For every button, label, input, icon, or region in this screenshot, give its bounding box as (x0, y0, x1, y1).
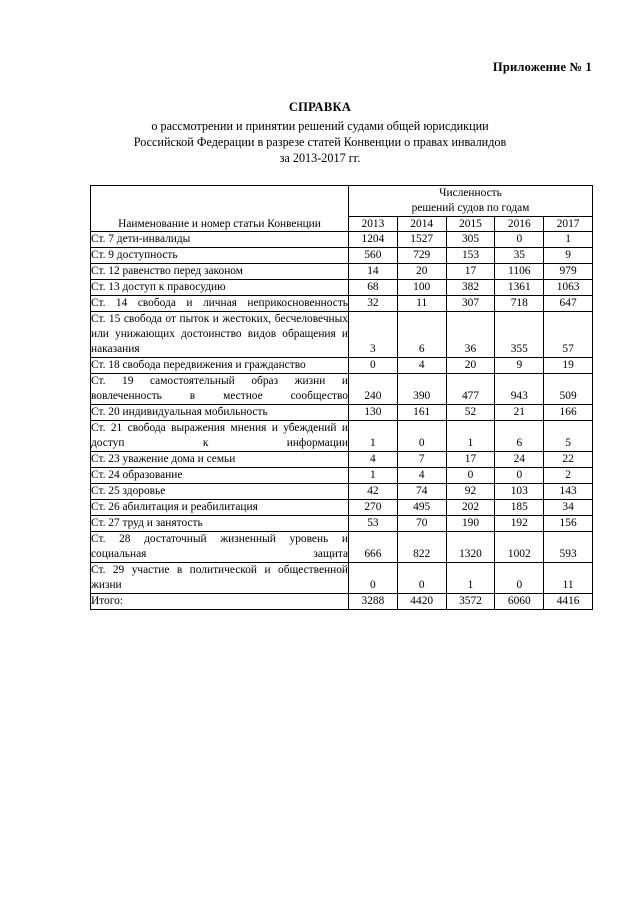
count-cell: 1002 (495, 532, 544, 563)
count-cell: 1 (446, 421, 495, 452)
table-row (91, 484, 593, 500)
article-name-cell: Ст. 21 свобода выражения мнения и убеждений и доступ к информации (91, 421, 349, 452)
count-cell: 190 (446, 516, 495, 532)
column-header-year: 2014 (397, 217, 446, 232)
count-cell: 355 (495, 312, 544, 358)
count-cell: 24 (495, 452, 544, 468)
table-head (91, 186, 593, 232)
total-label-cell: Итого: (91, 594, 349, 610)
count-cell: 161 (397, 405, 446, 421)
count-cell: 0 (397, 421, 446, 452)
table-row (91, 421, 593, 452)
count-cell: 3 (349, 312, 398, 358)
table-total-row (91, 594, 593, 610)
count-cell: 390 (397, 374, 446, 405)
count-cell: 4 (397, 358, 446, 374)
total-count-cell: 6060 (495, 594, 544, 610)
table-row (91, 405, 593, 421)
count-cell: 822 (397, 532, 446, 563)
count-cell: 0 (495, 563, 544, 594)
count-cell: 68 (349, 280, 398, 296)
count-cell: 166 (544, 405, 593, 421)
count-cell: 477 (446, 374, 495, 405)
count-cell: 270 (349, 500, 398, 516)
count-cell: 718 (495, 296, 544, 312)
count-cell: 2 (544, 468, 593, 484)
page-title: СПРАВКА (288, 100, 352, 114)
count-cell: 11 (544, 563, 593, 594)
total-count-cell: 4416 (544, 594, 593, 610)
count-cell: 32 (349, 296, 398, 312)
article-name-cell: Ст. 20 индивидуальная мобильность (91, 405, 349, 421)
count-cell: 666 (349, 532, 398, 563)
table-row (91, 296, 593, 312)
count-cell: 20 (397, 264, 446, 280)
total-count-cell: 3572 (446, 594, 495, 610)
column-header-year: 2017 (544, 217, 593, 232)
count-cell: 495 (397, 500, 446, 516)
count-cell: 0 (446, 468, 495, 484)
count-cell: 19 (544, 358, 593, 374)
count-cell: 6 (495, 421, 544, 452)
table-row (91, 248, 593, 264)
count-cell: 156 (544, 516, 593, 532)
table-header-row-1 (91, 186, 593, 217)
table-row (91, 264, 593, 280)
table-row (91, 516, 593, 532)
count-cell: 143 (544, 484, 593, 500)
count-cell: 22 (544, 452, 593, 468)
count-cell: 53 (349, 516, 398, 532)
count-cell: 202 (446, 500, 495, 516)
table-row (91, 563, 593, 594)
table-row (91, 532, 593, 563)
count-cell: 1 (446, 563, 495, 594)
count-cell: 7 (397, 452, 446, 468)
count-cell: 34 (544, 500, 593, 516)
table-row (91, 468, 593, 484)
article-name-cell: Ст. 26 абилитация и реабилитация (91, 500, 349, 516)
report-table-container (90, 185, 592, 610)
count-cell: 153 (446, 248, 495, 264)
count-cell: 35 (495, 248, 544, 264)
article-name-cell: Ст. 14 свобода и личная неприкосновенность (91, 296, 349, 312)
count-cell: 6 (397, 312, 446, 358)
count-cell: 9 (544, 248, 593, 264)
count-cell: 305 (446, 232, 495, 248)
article-name-cell: Ст. 28 достаточный жизненный уровень и социальная защита (91, 532, 349, 563)
table-row (91, 500, 593, 516)
total-count-cell: 4420 (397, 594, 446, 610)
count-cell: 36 (446, 312, 495, 358)
article-name-cell: Ст. 23 уважение дома и семьи (91, 452, 349, 468)
count-cell: 185 (495, 500, 544, 516)
article-name-cell: Ст. 15 свобода от пыток и жестоких, бесчеловечных или унижающих достоинство видов обращения и наказания (91, 312, 349, 358)
article-name-cell: Ст. 25 здоровье (91, 484, 349, 500)
subtitle-line-3: за 2013-2017 гг. (279, 151, 361, 165)
count-cell: 130 (349, 405, 398, 421)
count-cell: 1 (349, 468, 398, 484)
count-cell: 1063 (544, 280, 593, 296)
count-cell: 21 (495, 405, 544, 421)
column-header-count (349, 186, 593, 217)
article-name-cell: Ст. 19 самостоятельный образ жизни и вовлеченность в местное сообщество (91, 374, 349, 405)
article-name-cell: Ст. 9 доступность (91, 248, 349, 264)
count-cell: 0 (495, 468, 544, 484)
column-header-year: 2016 (495, 217, 544, 232)
count-cell: 14 (349, 264, 398, 280)
count-cell: 0 (397, 563, 446, 594)
total-count-cell: 3288 (349, 594, 398, 610)
subtitle-line-2: Российской Федерации в разрезе статей Конвенции о правах инвалидов (133, 135, 507, 149)
count-cell: 509 (544, 374, 593, 405)
column-header-count-line2: решений судов по годам (411, 202, 530, 214)
count-cell: 11 (397, 296, 446, 312)
article-name-cell: Ст. 29 участие в политической и общественной жизни (91, 563, 349, 594)
article-name-cell: Ст. 18 свобода передвижения и гражданство (91, 358, 349, 374)
table-body (91, 232, 593, 610)
article-name-cell: Ст. 24 образование (91, 468, 349, 484)
table-row (91, 280, 593, 296)
count-cell: 382 (446, 280, 495, 296)
column-header-name: Наименование и номер статьи Конвенции (91, 186, 349, 232)
column-header-year: 2015 (446, 217, 495, 232)
count-cell: 1106 (495, 264, 544, 280)
count-cell: 52 (446, 405, 495, 421)
column-header-year: 2013 (349, 217, 398, 232)
count-cell: 729 (397, 248, 446, 264)
count-cell: 593 (544, 532, 593, 563)
count-cell: 57 (544, 312, 593, 358)
report-table (90, 185, 593, 610)
count-cell: 100 (397, 280, 446, 296)
count-cell: 92 (446, 484, 495, 500)
document-title-block (70, 100, 570, 166)
count-cell: 560 (349, 248, 398, 264)
article-name-cell: Ст. 12 равенство перед законом (91, 264, 349, 280)
article-name-cell: Ст. 7 дети-инвалиды (91, 232, 349, 248)
count-cell: 1320 (446, 532, 495, 563)
article-name-cell: Ст. 27 труд и занятость (91, 516, 349, 532)
column-header-count-line1: Численность (439, 187, 502, 199)
table-row (91, 452, 593, 468)
count-cell: 307 (446, 296, 495, 312)
table-row (91, 232, 593, 248)
count-cell: 74 (397, 484, 446, 500)
table-row (91, 374, 593, 405)
count-cell: 979 (544, 264, 593, 280)
count-cell: 1527 (397, 232, 446, 248)
count-cell: 0 (495, 232, 544, 248)
count-cell: 70 (397, 516, 446, 532)
count-cell: 192 (495, 516, 544, 532)
count-cell: 5 (544, 421, 593, 452)
count-cell: 9 (495, 358, 544, 374)
table-row (91, 358, 593, 374)
count-cell: 4 (349, 452, 398, 468)
count-cell: 647 (544, 296, 593, 312)
count-cell: 0 (349, 563, 398, 594)
count-cell: 42 (349, 484, 398, 500)
count-cell: 1 (349, 421, 398, 452)
count-cell: 20 (446, 358, 495, 374)
count-cell: 103 (495, 484, 544, 500)
table-row (91, 312, 593, 358)
count-cell: 1361 (495, 280, 544, 296)
subtitle-line-1: о рассмотрении и принятии решений судами общей юрисдикции (151, 119, 489, 133)
count-cell: 17 (446, 452, 495, 468)
appendix-label: Приложение № 1 (492, 60, 592, 74)
count-cell: 943 (495, 374, 544, 405)
count-cell: 17 (446, 264, 495, 280)
count-cell: 4 (397, 468, 446, 484)
count-cell: 240 (349, 374, 398, 405)
article-name-cell: Ст. 13 доступ к правосудию (91, 280, 349, 296)
count-cell: 1 (544, 232, 593, 248)
count-cell: 0 (349, 358, 398, 374)
count-cell: 1204 (349, 232, 398, 248)
